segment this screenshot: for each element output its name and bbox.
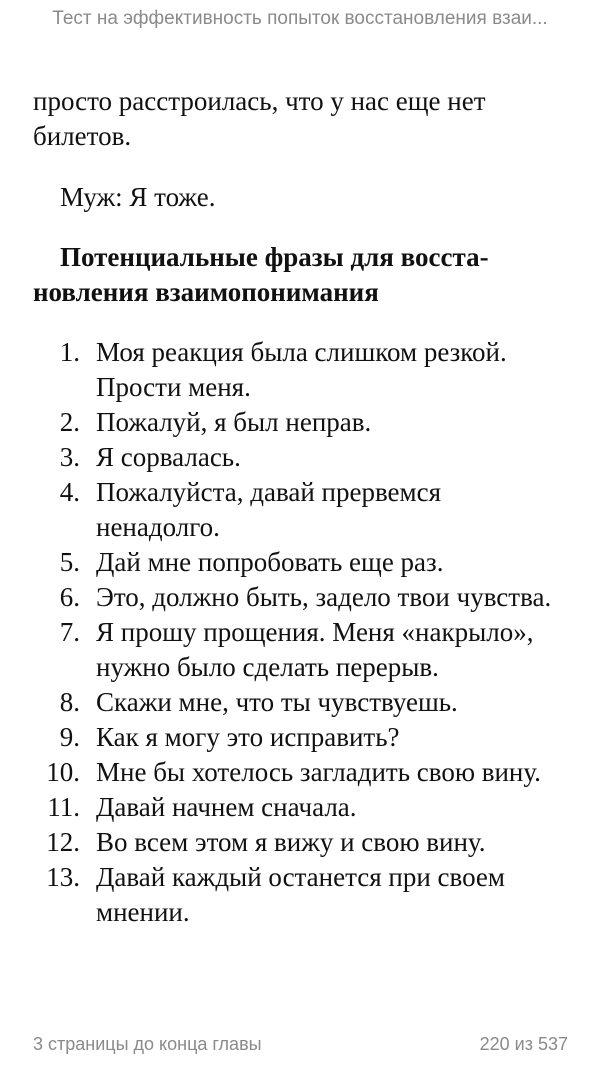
list-number: 7. [59, 617, 80, 647]
list-item [33, 475, 563, 545]
list-number: 4. [59, 477, 80, 507]
list-text: Давай начнем сначала. [96, 792, 357, 822]
list-item [33, 755, 563, 790]
pages-left-label: 3 страницы до конца главы [33, 1034, 262, 1054]
list-item [33, 440, 563, 475]
list-text: Давай каждый останется при своем мнении. [96, 862, 505, 927]
list-item [33, 860, 563, 930]
phrase-list [33, 335, 563, 930]
list-number: 12. [46, 827, 80, 857]
list-item [33, 825, 563, 860]
list-number: 3. [59, 442, 80, 472]
list-text: Пожалуйста, давай прервемся ненадолго. [96, 477, 442, 542]
list-text: Я сорвалась. [96, 442, 241, 472]
list-item [33, 545, 563, 580]
chapter-title: Тест на эффективность попыток восстановления взаи... [52, 8, 548, 29]
list-number: 13. [46, 862, 80, 892]
list-item [33, 615, 563, 685]
list-text: Мне бы хотелось загладить свою вину. [96, 757, 541, 787]
list-item [33, 790, 563, 825]
list-number: 9. [59, 722, 80, 752]
page-position-label: 220 из 537 [479, 1034, 568, 1054]
list-number: 1. [59, 337, 80, 367]
list-item [33, 335, 563, 405]
list-text: Дай мне попробовать еще раз. [96, 547, 444, 577]
book-page-content [33, 84, 563, 930]
list-number: 10. [46, 757, 80, 787]
list-text: Я прошу прощения. Меня «накрыло», нужно было сделать перерыв. [96, 617, 534, 682]
paragraph: просто расстроилась, что у нас еще нет билетов. [33, 86, 486, 151]
list-number: 8. [59, 687, 80, 717]
list-item [33, 405, 563, 440]
list-text: Скажи мне, что ты чувствуешь. [96, 687, 458, 717]
list-item [33, 720, 563, 755]
list-number: 2. [59, 407, 80, 437]
list-text: Как я могу это исправить? [96, 722, 400, 752]
list-text: Это, должно быть, задело твои чувства. [96, 582, 552, 612]
list-text: Во всем этом я вижу и свою вину. [96, 827, 486, 857]
section-heading: Потенциальные фразы для восстановления взаимопонимания [33, 242, 489, 307]
list-text: Пожалуй, я был неправ. [96, 407, 372, 437]
list-number: 11. [47, 792, 80, 822]
list-number: 5. [59, 547, 80, 577]
list-text: Моя реакция была слишком резкой. Прости меня. [96, 337, 507, 402]
dialog-line: Муж: Я тоже. [60, 182, 216, 212]
list-item [33, 685, 563, 720]
list-number: 6. [59, 582, 80, 612]
list-item [33, 580, 563, 615]
